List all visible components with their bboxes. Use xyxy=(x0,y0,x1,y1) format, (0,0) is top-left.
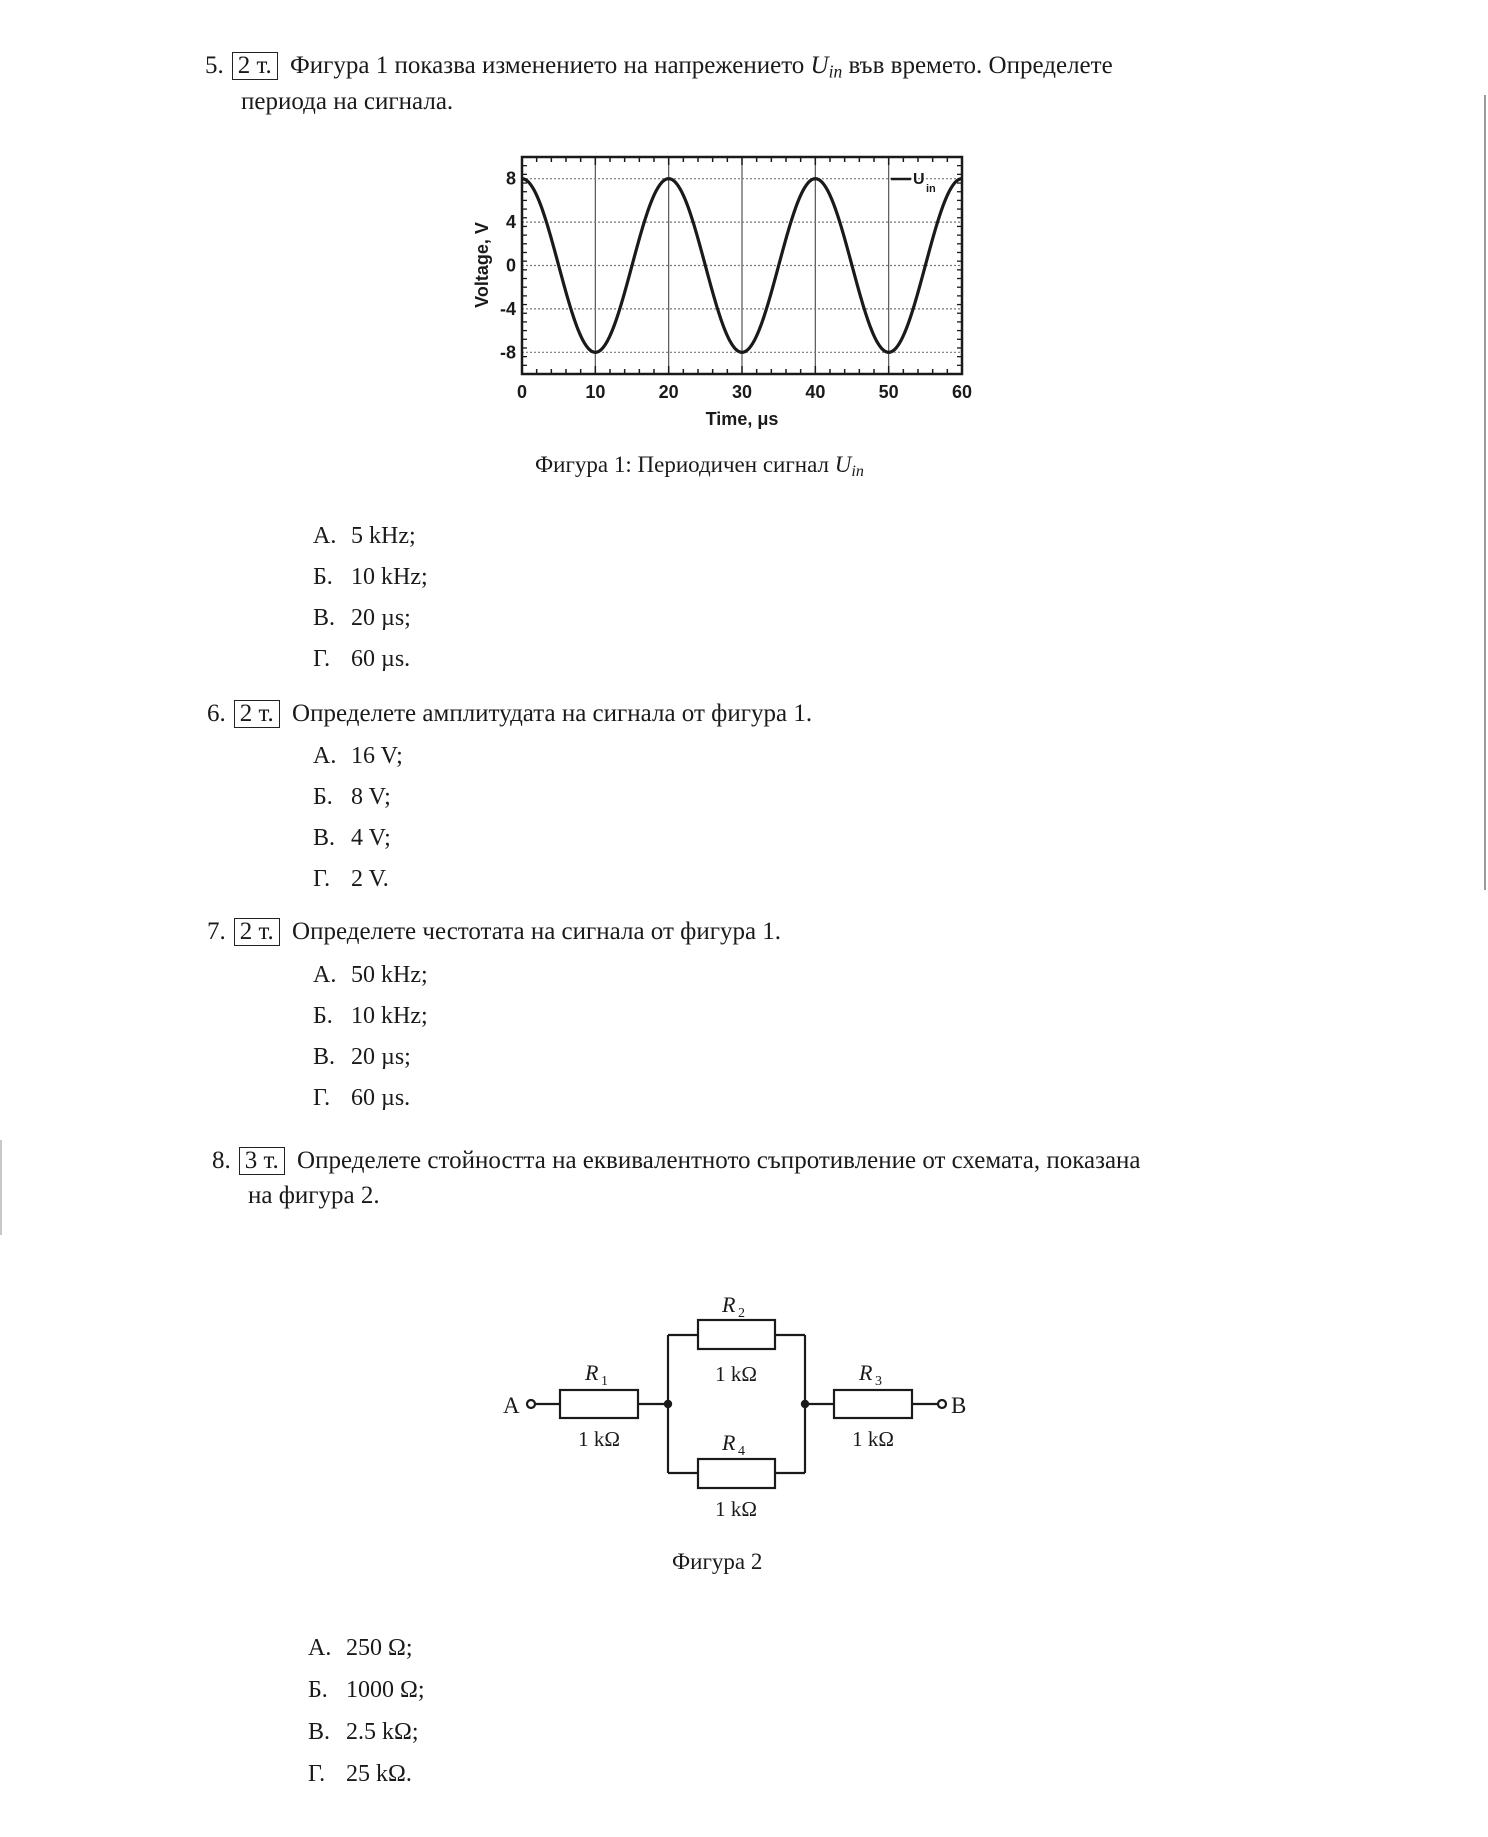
x-tick-label: 60 xyxy=(951,382,973,402)
terminal-a-label: A xyxy=(503,1393,520,1418)
option-value: 60 µs. xyxy=(351,646,411,672)
option-value: 10 kHz; xyxy=(351,1003,428,1029)
option-letter: Г. xyxy=(313,646,331,672)
r2-label-sub: 2 xyxy=(738,1306,745,1321)
question-text: Фигура 1 показва изменението на напрежението xyxy=(290,52,805,79)
terminal-a-icon xyxy=(527,1400,535,1408)
x-tick-label: 10 xyxy=(585,382,606,402)
figure-2-caption: Фигура 2 xyxy=(672,1549,763,1574)
figure-1-caption xyxy=(535,452,864,481)
points-box: 3 т. xyxy=(239,1147,285,1175)
caption-var-sub: in xyxy=(851,463,864,481)
option-letter: Б. xyxy=(313,564,333,590)
option-letter: В. xyxy=(313,825,336,851)
y-tick-label: -4 xyxy=(499,298,516,319)
caption-text: Фигура 1: Периодичен сигнал xyxy=(535,452,829,477)
option-a[interactable] xyxy=(313,742,403,783)
x-tick-label: 20 xyxy=(658,382,679,402)
y-tick-label: 0 xyxy=(505,255,516,276)
x-axis-label: Time, μs xyxy=(705,409,779,429)
question-6 xyxy=(207,696,812,732)
x-tick-label: 0 xyxy=(516,382,528,402)
option-d[interactable] xyxy=(308,1760,425,1802)
option-letter: А. xyxy=(313,962,337,988)
figure-1-chart xyxy=(460,140,980,440)
r3-value: 1 kΩ xyxy=(852,1427,894,1451)
option-d[interactable] xyxy=(313,645,428,686)
option-letter: В. xyxy=(313,605,336,631)
question-6-options xyxy=(313,742,403,906)
x-tick-label: 50 xyxy=(878,382,899,402)
legend-label: U xyxy=(913,171,925,188)
question-text: Определете амплитудата на сигнала от фигура 1. xyxy=(292,700,813,727)
terminal-b-label: B xyxy=(951,1393,967,1418)
option-letter: Б. xyxy=(313,784,333,810)
resistor-r2 xyxy=(698,1320,775,1349)
terminal-b-icon xyxy=(938,1400,946,1408)
option-value: 5 kHz; xyxy=(351,523,416,549)
option-letter: А. xyxy=(313,523,337,549)
option-b[interactable] xyxy=(313,563,428,604)
r1-label-sub: 1 xyxy=(601,1374,608,1389)
option-letter: Г. xyxy=(313,866,331,892)
question-number: 7. xyxy=(207,918,226,945)
option-d[interactable] xyxy=(313,865,403,906)
r1-value: 1 kΩ xyxy=(578,1427,620,1451)
option-value: 10 kHz; xyxy=(351,564,428,590)
option-a[interactable] xyxy=(313,961,428,1002)
x-tick-label: 30 xyxy=(731,382,753,402)
option-b[interactable] xyxy=(313,1002,428,1043)
caption-var: U xyxy=(834,452,852,477)
option-value: 250 Ω; xyxy=(346,1635,413,1661)
question-8-options xyxy=(308,1634,425,1802)
question-7-options xyxy=(313,961,428,1125)
question-number: 6. xyxy=(207,700,226,727)
option-c[interactable] xyxy=(313,1043,428,1084)
option-d[interactable] xyxy=(313,1084,428,1125)
figure-2-circuit xyxy=(480,1260,980,1520)
r1-label: R xyxy=(585,1360,599,1385)
question-5-line2: периода на сигнала. xyxy=(241,88,454,115)
option-value: 2 V. xyxy=(351,866,389,892)
variable-sub: in xyxy=(828,61,843,82)
option-c[interactable] xyxy=(308,1718,425,1760)
option-value: 25 kΩ. xyxy=(346,1761,412,1787)
option-value: 60 µs. xyxy=(351,1085,411,1111)
option-b[interactable] xyxy=(313,783,403,824)
junction-right xyxy=(801,1400,809,1408)
resistor-r1 xyxy=(560,1390,638,1418)
y-tick-label: 8 xyxy=(505,168,516,189)
option-value: 4 V; xyxy=(351,825,391,851)
resistor-r4 xyxy=(698,1459,775,1488)
option-b[interactable] xyxy=(308,1676,425,1718)
scan-edge-mark xyxy=(0,1140,2,1235)
option-value: 20 µs; xyxy=(351,605,411,631)
y-tick-labels xyxy=(500,169,516,363)
variable-u: U xyxy=(810,52,829,79)
option-a[interactable] xyxy=(308,1634,425,1676)
x-tick-labels xyxy=(517,382,972,402)
junction-left xyxy=(664,1400,672,1408)
option-letter: Г. xyxy=(313,1085,331,1111)
option-c[interactable] xyxy=(313,824,403,865)
option-letter: Б. xyxy=(313,1003,333,1029)
question-7 xyxy=(207,914,781,950)
option-letter: А. xyxy=(313,743,337,769)
question-number: 5. xyxy=(205,52,224,79)
resistor-r3 xyxy=(834,1390,912,1418)
chart-grid xyxy=(522,157,962,374)
question-text: Определете честотата на сигнала от фигура 1. xyxy=(292,918,782,945)
r2-value: 1 kΩ xyxy=(715,1362,757,1386)
legend-label-sub: in xyxy=(926,183,936,195)
x-tick-label: 40 xyxy=(805,382,826,402)
y-tick-label: -8 xyxy=(499,342,516,363)
r4-label-sub: 4 xyxy=(738,1444,745,1459)
option-letter: В. xyxy=(308,1719,331,1745)
scan-edge-line xyxy=(1484,95,1486,890)
points-box: 2 т. xyxy=(232,52,278,80)
option-letter: Г. xyxy=(308,1761,326,1787)
question-5-options xyxy=(313,522,428,686)
r3-label-sub: 3 xyxy=(875,1374,882,1389)
question-number: 8. xyxy=(212,1147,231,1174)
question-text-cont: във времето. Определете xyxy=(848,52,1113,79)
points-box: 2 т. xyxy=(234,918,280,946)
question-text: Определете стойността на еквивалентното съпротивление от схемата, показана xyxy=(297,1147,1141,1174)
r3-label: R xyxy=(859,1360,873,1385)
r4-value: 1 kΩ xyxy=(715,1497,757,1520)
points-box: 2 т. xyxy=(234,700,280,728)
option-a[interactable] xyxy=(313,522,428,563)
y-tick-label: 4 xyxy=(505,212,516,233)
y-axis-label: Voltage, V xyxy=(472,222,492,308)
option-letter: А. xyxy=(308,1635,332,1661)
option-c[interactable] xyxy=(313,604,428,645)
option-value: 8 V; xyxy=(351,784,391,810)
option-value: 2.5 kΩ; xyxy=(346,1719,419,1745)
option-value: 16 V; xyxy=(351,743,403,769)
option-value: 1000 Ω; xyxy=(346,1677,425,1703)
question-8-line2: на фигура 2. xyxy=(248,1182,380,1209)
option-letter: В. xyxy=(313,1044,336,1070)
option-letter: Б. xyxy=(308,1677,328,1703)
r2-label: R xyxy=(722,1292,736,1317)
option-value: 50 kHz; xyxy=(351,962,428,988)
question-8 xyxy=(212,1143,1141,1179)
r4-label: R xyxy=(722,1430,736,1455)
option-value: 20 µs; xyxy=(351,1044,411,1070)
